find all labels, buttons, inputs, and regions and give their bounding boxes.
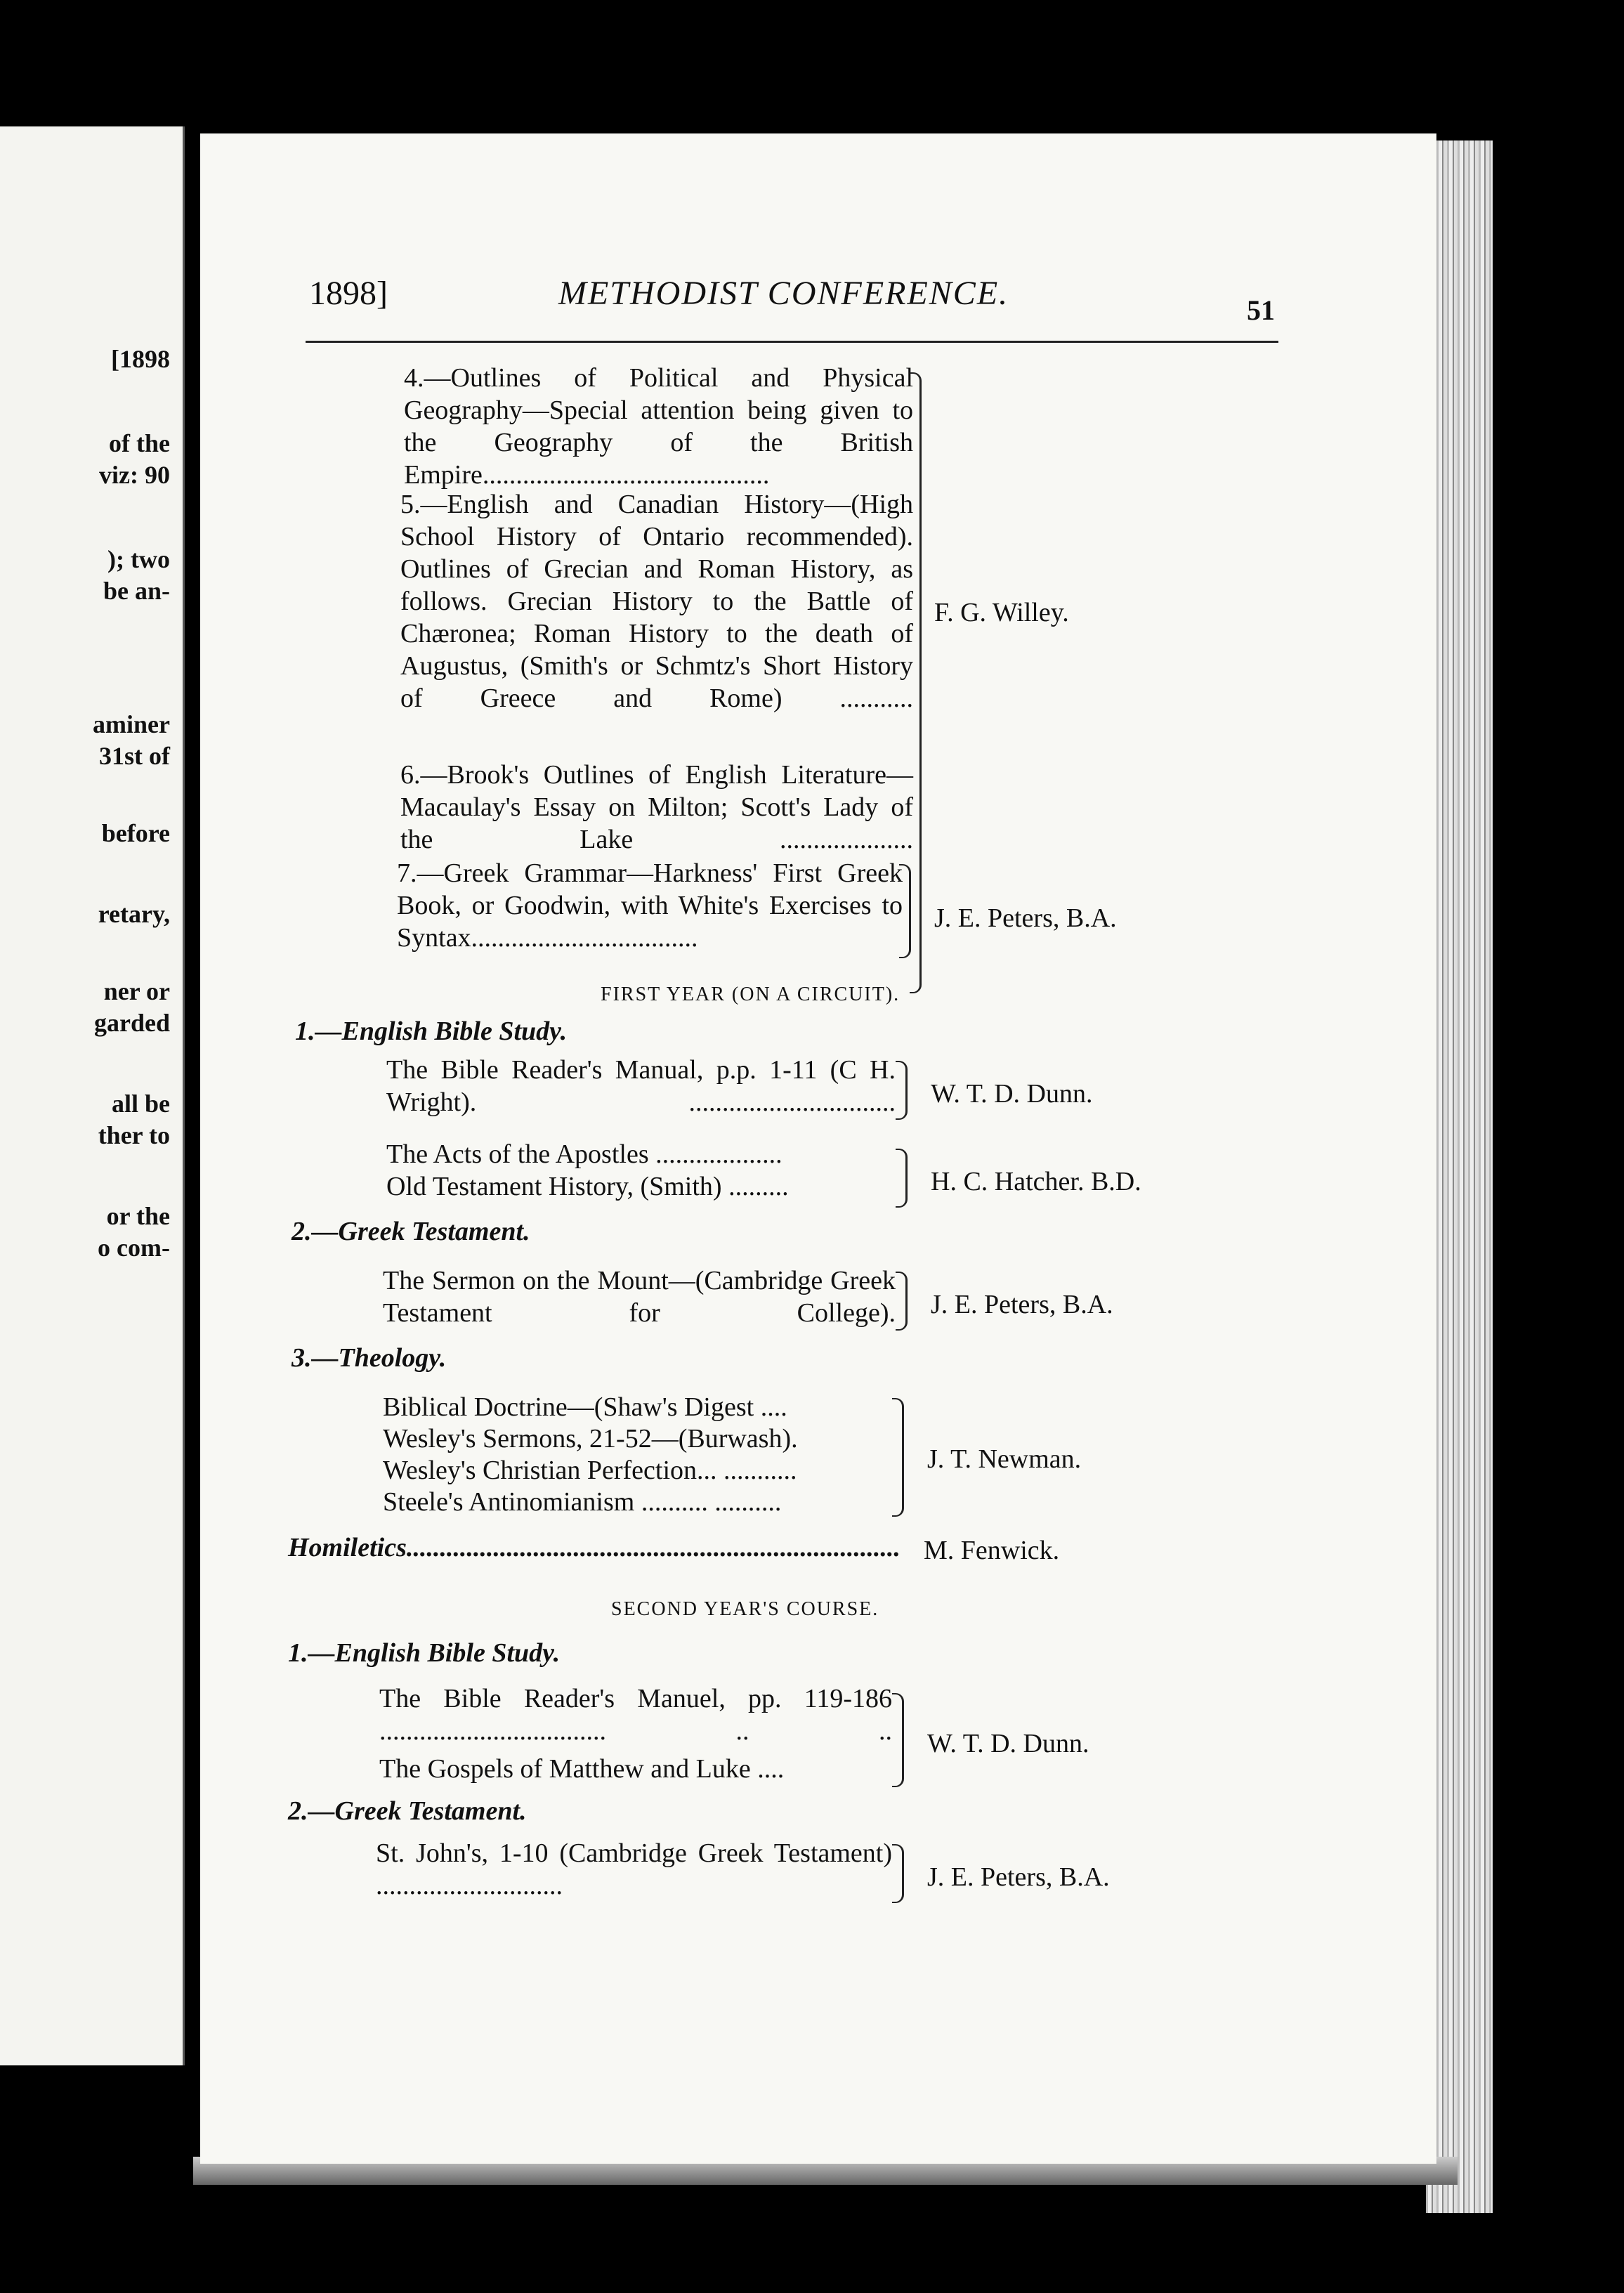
course-item: The Gospels of Matthew and Luke .... [379, 1754, 785, 1784]
homiletics-line: Homiletics.......................................................................... [288, 1533, 901, 1562]
prev-line: of the [109, 429, 170, 457]
brace [896, 1149, 908, 1208]
brace [892, 1398, 904, 1517]
brace [899, 864, 911, 958]
course-item: Old Testament History, (Smith) ......... [386, 1172, 789, 1201]
course-item-6: 6.—Brook's Outlines of English Literature—Macaulay's Essay on Milton; Scott's Lady of the Lake .................... [400, 760, 913, 854]
examiner-name: H. C. Hatcher. B.D. [931, 1167, 1141, 1196]
course-item: The Acts of the Apostles ................... [386, 1139, 782, 1169]
course-item: The Bible Reader's Manual, p.p. 1-11 (C H. Wright). ............................... [386, 1055, 896, 1117]
prev-line: before [101, 819, 170, 847]
prev-line: ther to [98, 1121, 170, 1149]
examiner-name: F. G. Willey. [934, 598, 1069, 627]
section-heading: SECOND YEAR'S COURSE. [611, 1598, 879, 1620]
examiner-name: W. T. D. Dunn. [927, 1729, 1089, 1758]
prev-line: o com- [98, 1234, 170, 1262]
course-item: Wesley's Sermons, 21-52—(Burwash). [383, 1424, 798, 1453]
brace [896, 1272, 908, 1331]
examiner-name: M. Fenwick. [924, 1536, 1060, 1565]
examiner-name: J. E. Peters, B.A. [927, 1862, 1110, 1892]
course-item: The Sermon on the Mount—(Cambridge Greek Testament for College). [383, 1266, 896, 1328]
course-item: St. John's, 1-10 (Cambridge Greek Testament) ............................ [376, 1838, 892, 1900]
prev-line: or the [106, 1202, 170, 1230]
course-item: Steele's Antinomianism .......... .......... [383, 1487, 782, 1517]
prev-line: ner or [103, 977, 170, 1005]
prev-line: be an- [103, 577, 170, 605]
course-item: The Bible Reader's Manuel, pp. 119-186 .................................. .. .. [379, 1684, 892, 1746]
course-item: Biblical Doctrine—(Shaw's Digest .... [383, 1392, 787, 1422]
prev-line: retary, [98, 900, 170, 928]
subsection-title: 2.—Greek Testament. [292, 1217, 530, 1246]
course-item-4: 4.—Outlines of Political and Physical Geography—Special attention being given to the Geography of the British Empire........................................... [404, 363, 913, 490]
subsection-title: 1.—English Bible Study. [288, 1638, 561, 1668]
subsection-title: 2.—Greek Testament. [288, 1796, 527, 1826]
prev-line: viz: 90 [99, 461, 170, 489]
subsection-title: 3.—Theology. [292, 1343, 447, 1373]
header-title: METHODIST CONFERENCE. [558, 275, 1009, 312]
examiner-name: J. T. Newman. [927, 1444, 1082, 1474]
prev-line: garded [94, 1009, 170, 1037]
course-item-7: 7.—Greek Grammar—Harkness' First Greek Book, or Goodwin, with White's Exercises to Syntax.................................. [397, 858, 903, 953]
section-heading: FIRST YEAR (ON A CIRCUIT). [601, 984, 901, 1005]
brace [896, 1061, 908, 1120]
course-item: Wesley's Christian Perfection... ........... [383, 1456, 797, 1485]
examiner-name: W. T. D. Dunn. [931, 1079, 1093, 1109]
prev-line: ); two [107, 545, 170, 573]
examiner-name: J. E. Peters, B.A. [931, 1290, 1113, 1319]
header-year: 1898] [309, 275, 388, 312]
brace [892, 1844, 904, 1903]
prev-line: 31st of [99, 742, 170, 770]
brace [910, 372, 922, 993]
subsection-title: 1.—English Bible Study. [295, 1017, 568, 1046]
book-page [200, 133, 1436, 2164]
page-number: 51 [1247, 294, 1275, 326]
header-rule [306, 341, 1278, 343]
brace [892, 1693, 904, 1787]
previous-page [0, 126, 185, 2065]
prev-line: all be [111, 1090, 170, 1118]
prev-line: [1898 [111, 345, 170, 373]
course-item-5: 5.—English and Canadian History—(High School History of Ontario recommended). Outlines of Grecian and Roman History, as follows. Grecian History to the Battle of Chæronea; Roman History to the death of Augustus, (Smith's or Schmtz's Short History of Greece and Rome) ........... [400, 490, 913, 713]
prev-line: aminer [93, 710, 170, 738]
examiner-name: J. E. Peters, B.A. [934, 903, 1117, 933]
